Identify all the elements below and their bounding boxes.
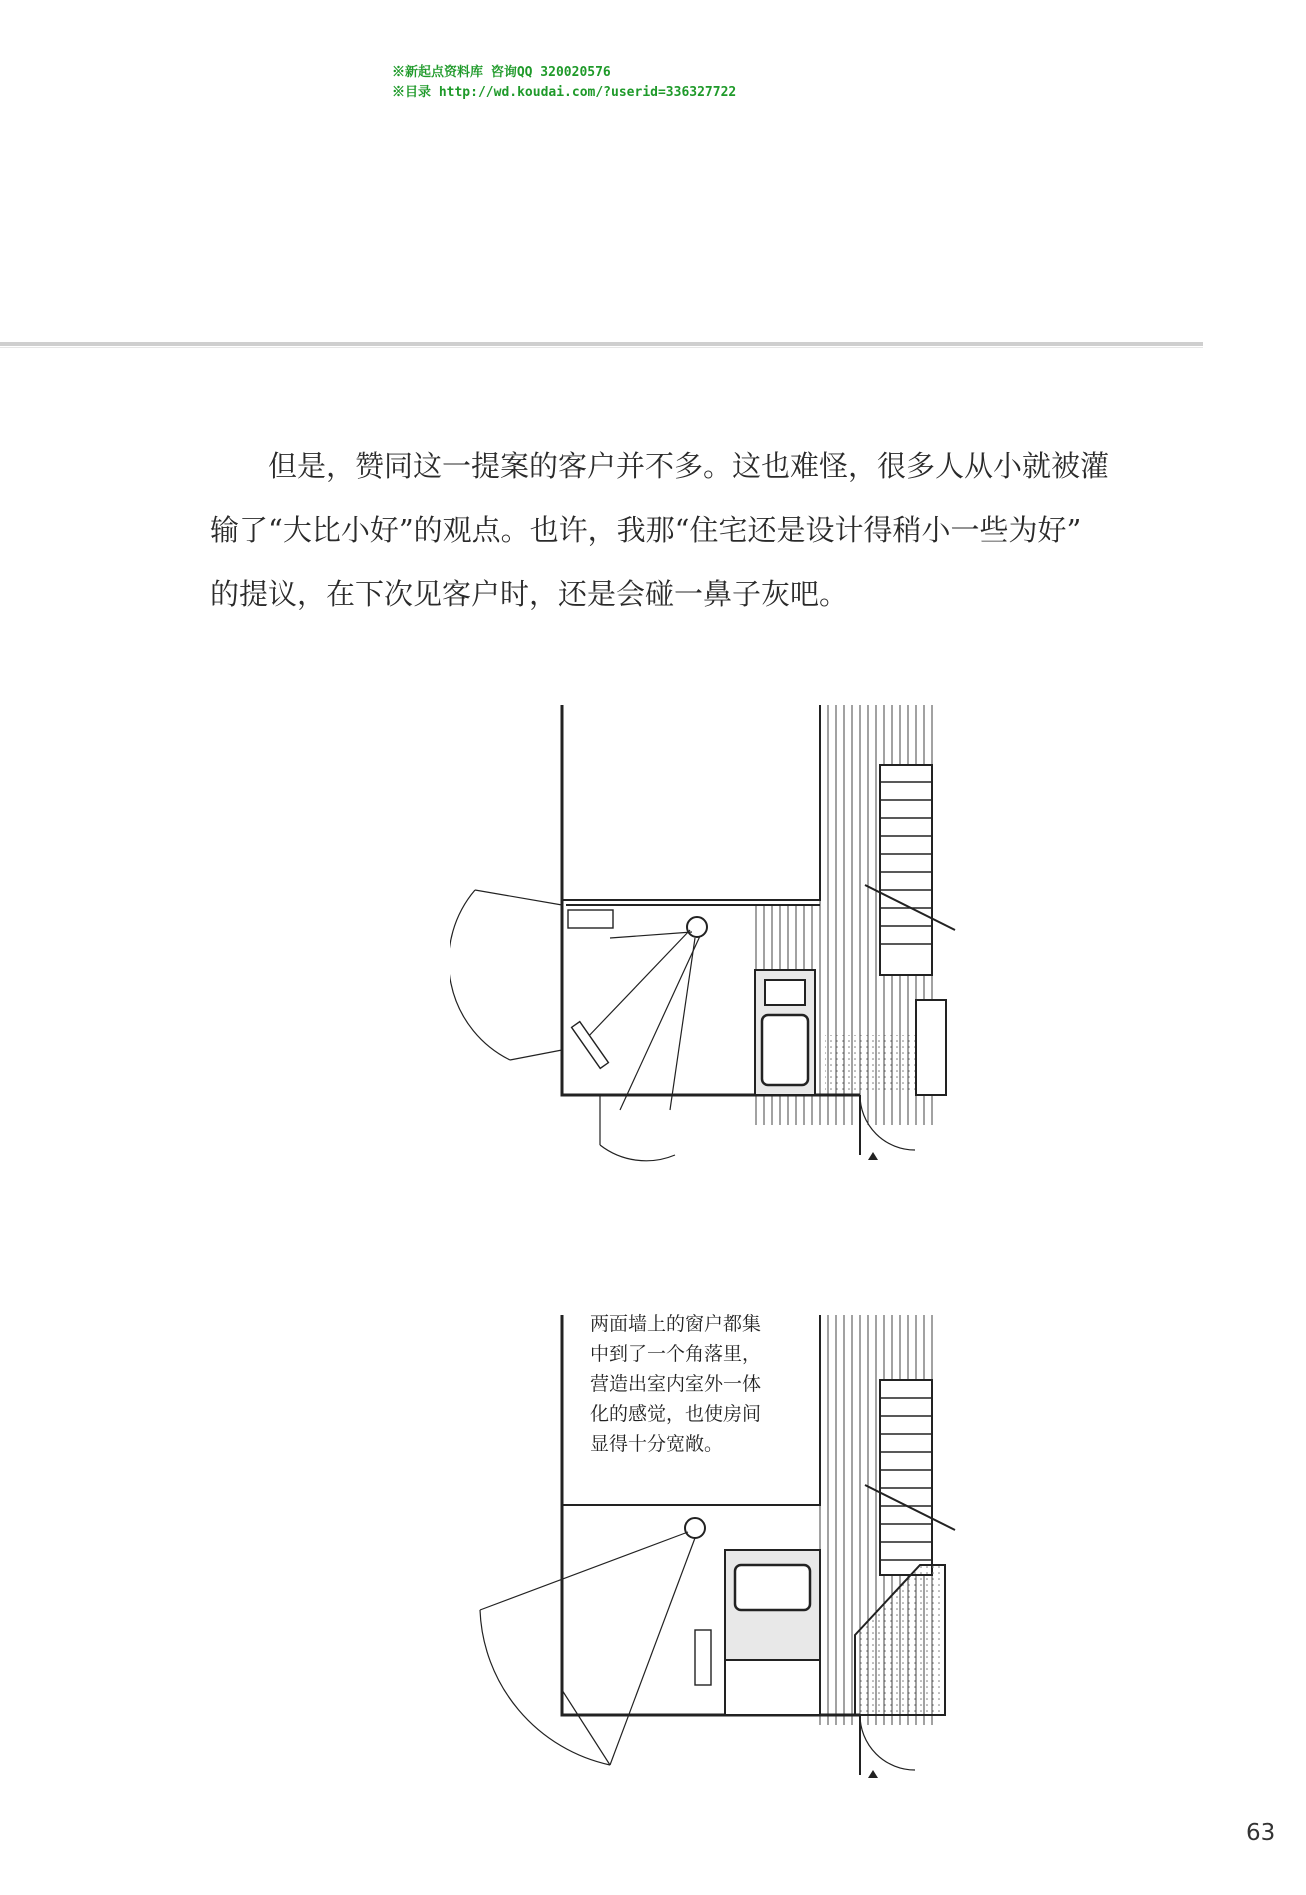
shoe-shelf <box>725 1660 820 1715</box>
viewer-figure <box>687 917 707 937</box>
header-rule <box>0 342 1203 346</box>
note-line-3: 营造出室内室外一体 <box>590 1373 762 1395</box>
note-line-4: 化的感觉，也使房间 <box>590 1403 762 1425</box>
plan-annotation <box>590 1309 810 1459</box>
page-number: 63 <box>1246 1820 1276 1846</box>
watermark <box>392 63 736 103</box>
watermark-line-2: ※目录 http://wd.koudai.com/?userid=336327722 <box>392 85 737 100</box>
entrance-marker <box>868 1152 878 1160</box>
tv-stand <box>568 910 613 928</box>
staircase <box>880 1380 932 1575</box>
viewer-figure <box>685 1518 705 1538</box>
body-paragraph <box>210 434 1206 626</box>
body-line-3: 的提议，在下次见客户时，还是会碰一鼻子灰吧。 <box>210 577 849 611</box>
entry-floor <box>825 1035 920 1090</box>
entrance-marker <box>868 1770 878 1778</box>
floor-plan-before-drawing <box>450 690 980 1180</box>
note-line-1: 两面墙上的窗户都集 <box>590 1313 762 1335</box>
note-line-2: 中到了一个角落里， <box>590 1343 762 1365</box>
note-line-5: 显得十分宽敞。 <box>590 1433 724 1455</box>
shoe-cabinet <box>916 1000 946 1095</box>
body-line-2: 输了“大比小好”的观点。也许，我那“住宅还是设计得稍小一些为好” <box>210 513 1082 547</box>
sofa <box>695 1630 711 1685</box>
floor-plan-before <box>450 690 980 1180</box>
table <box>572 1022 609 1069</box>
body-line-1: 但是，赞同这一提案的客户并不多。这也难怪，很多人从小就被灌 <box>210 449 1110 483</box>
watermark-line-1: ※新起点资料库 咨询QQ 320020576 <box>392 65 611 80</box>
header-rule-shadow <box>0 347 1203 348</box>
